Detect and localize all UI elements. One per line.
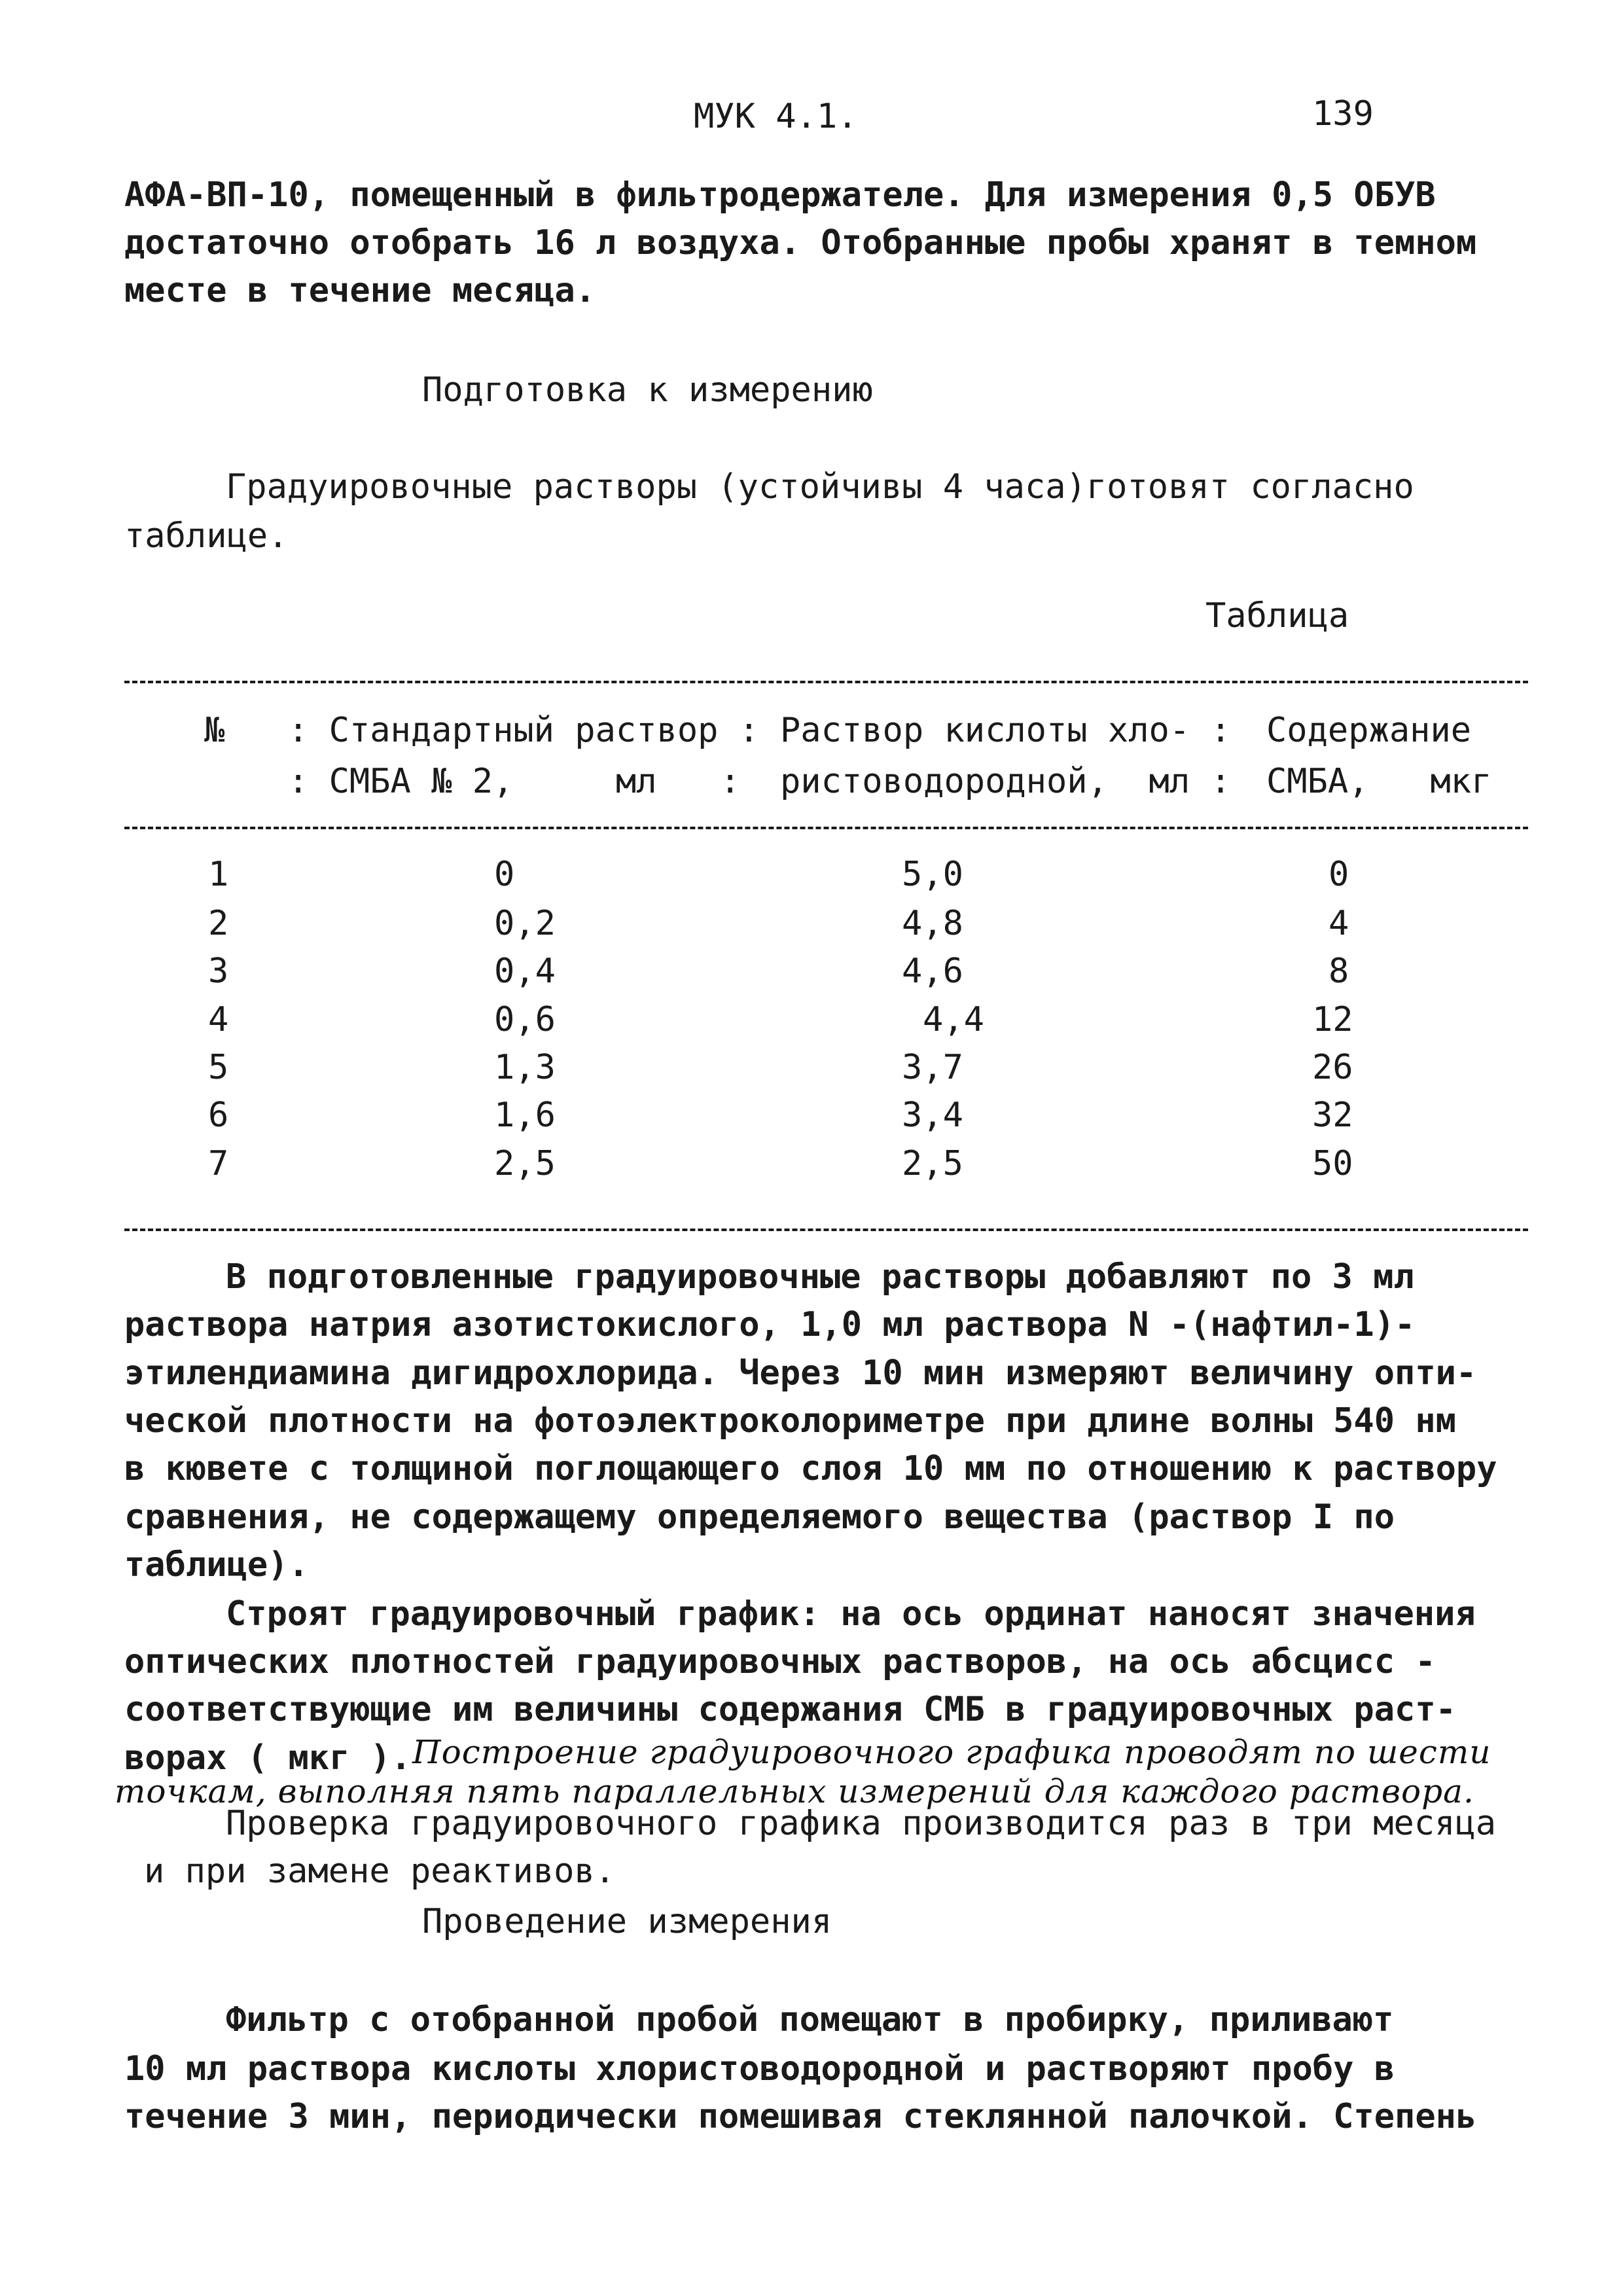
row-number: 5 <box>208 1048 229 1087</box>
table-header-number: № <box>204 711 225 750</box>
intro-line: месте в течение месяца. <box>124 271 596 310</box>
row-content: 12 <box>1312 1000 1353 1039</box>
intro-line: достаточно отобрать 16 л воздуха. Отобранные пробы хранят в темном <box>124 223 1477 262</box>
row-number: 2 <box>208 904 229 943</box>
table-label: Таблица <box>1205 596 1349 636</box>
body-line: и при замене реактивов. <box>144 1852 616 1891</box>
prep-line: Градуировочные растворы (устойчивы 4 часа)готовят согласно <box>226 467 1414 507</box>
doc-code: МУК 4.1. <box>694 97 858 136</box>
row-content: 26 <box>1312 1048 1353 1087</box>
row-content: 50 <box>1312 1144 1353 1183</box>
table-header-rule <box>124 827 1528 829</box>
row-acid: 3,7 <box>902 1048 963 1087</box>
row-acid: 4,8 <box>902 904 963 943</box>
handwritten-note: точкам, выполняя пять параллельных измерений для каждого раствора. <box>115 1772 1474 1810</box>
table-header-content: Содержание <box>1266 711 1472 750</box>
row-standard: 1,6 <box>494 1096 556 1135</box>
section-heading-measure: Проведение измерения <box>422 1902 832 1941</box>
row-standard: 0,6 <box>494 1000 556 1039</box>
measure-line: 10 мл раствора кислоты хлористоводородной и растворяют пробу в <box>124 2049 1395 2089</box>
body-line: Строят градуировочный график: на ось ординат наносят значения <box>226 1594 1476 1634</box>
body-line: ческой плотности на фотоэлектроколориметре при длине волны 540 нм <box>124 1401 1456 1441</box>
body-line: Проверка градуировочного графика производится раз в три месяца <box>226 1804 1497 1843</box>
row-number: 1 <box>208 855 229 894</box>
intro-line: АФА-ВП-10, помещенный в фильтродержателе. Для измерения 0,5 ОБУВ <box>124 175 1436 215</box>
row-acid: 4,4 <box>923 1000 984 1039</box>
row-number: 7 <box>208 1144 229 1183</box>
table-header-standard-2: : СМБА № 2, мл <box>288 762 657 801</box>
row-content: 8 <box>1329 952 1349 991</box>
body-line: раствора натрия азотистокислого, 1,0 мл раствора N -(нафтил-1)- <box>124 1305 1416 1344</box>
row-standard: 0,4 <box>494 952 556 991</box>
row-standard: 0,2 <box>494 904 556 943</box>
table-header-acid-2: ристоводородной, мл : <box>780 762 1231 801</box>
measure-line: течение 3 мин, периодически помешивая стеклянной палочкой. Степень <box>124 2097 1477 2136</box>
table-header-separator: : <box>720 762 741 801</box>
table-bottom-rule <box>124 1229 1528 1231</box>
handwritten-note: Построение градуировочного графика проводят по шести <box>412 1733 1491 1771</box>
prep-line: таблице. <box>124 516 289 556</box>
body-line: сравнения, не содержащему определяемого вещества (раствор I по <box>124 1498 1395 1537</box>
body-line: этилендиамина дигидрохлорида. Через 10 мин измеряют величину опти- <box>124 1354 1477 1393</box>
table-header-standard: : Стандартный раствор : <box>288 711 760 750</box>
row-content: 4 <box>1329 904 1349 943</box>
measure-line: Фильтр с отобранной пробой помещают в пробирку, приливают <box>226 2000 1394 2039</box>
row-content: 0 <box>1329 855 1349 894</box>
body-line: в кювете с толщиной поглощающего слоя 10 мм по отношению к раствору <box>124 1449 1497 1488</box>
row-number: 3 <box>208 952 229 991</box>
row-acid: 5,0 <box>902 855 963 894</box>
row-number: 6 <box>208 1096 229 1135</box>
table-top-rule <box>124 681 1528 683</box>
row-standard: 2,5 <box>494 1144 556 1183</box>
row-acid: 4,6 <box>902 952 963 991</box>
row-standard: 0 <box>494 855 515 894</box>
row-number: 4 <box>208 1000 229 1039</box>
table-header-content-2: СМБА, мкг <box>1266 762 1492 801</box>
body-line: таблице). <box>124 1545 309 1585</box>
body-line: оптических плотностей градуировочных растворов, на ось абсцисс - <box>124 1642 1436 1681</box>
row-standard: 1,3 <box>494 1048 556 1087</box>
row-content: 32 <box>1312 1096 1353 1135</box>
row-acid: 2,5 <box>902 1144 963 1183</box>
body-line: ворах ( мкг ). <box>124 1738 412 1778</box>
section-heading-prep: Подготовка к измерению <box>422 370 873 410</box>
row-acid: 3,4 <box>902 1096 963 1135</box>
table-header-acid: Раствор кислоты хло- : <box>780 711 1231 750</box>
body-line: соответствующие им величины содержания СМБ в градуировочных раст- <box>124 1690 1456 1729</box>
body-line: В подготовленные градуировочные растворы добавляют по 3 мл <box>226 1257 1414 1297</box>
page-number: 139 <box>1312 94 1374 134</box>
